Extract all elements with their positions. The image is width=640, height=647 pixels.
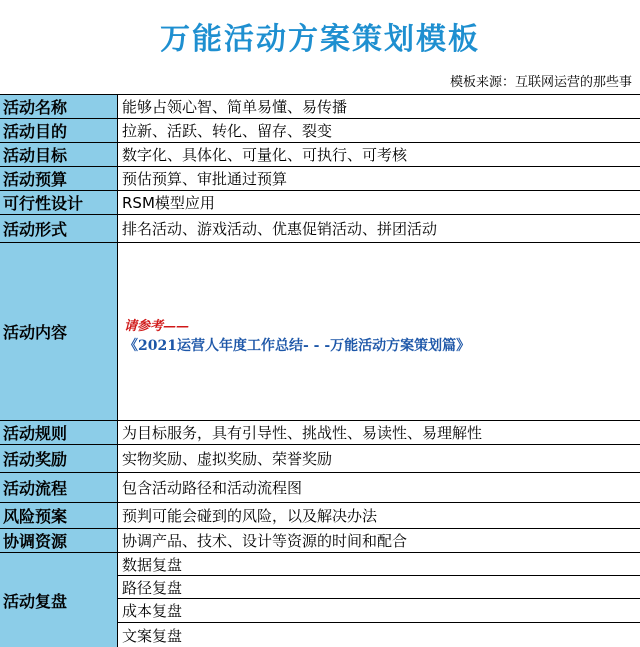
row-label: 活动奖励 (0, 445, 118, 472)
row-value: 包含活动路径和活动流程图 (122, 479, 303, 497)
table-row-format (0, 215, 640, 243)
table-row-content (0, 243, 640, 421)
table-row-risk (0, 503, 640, 529)
row-value: 拉新、活跃、转化、留存、裂变 (122, 122, 333, 140)
table-row-feasibility (0, 191, 640, 215)
plan-table (0, 94, 640, 645)
row-label: 风险预案 (0, 503, 118, 528)
row-label: 活动流程 (0, 473, 118, 502)
table-row-resources (0, 529, 640, 553)
row-label: 活动名称 (0, 95, 118, 118)
row-value: 数字化、具体化、可量化、可执行、可考核 (122, 146, 408, 164)
review-item: 路径复盘 (118, 576, 640, 599)
table-row-process (0, 473, 640, 503)
row-label: 活动目标 (0, 143, 118, 166)
row-value: 为目标服务，具有引导性、挑战性、易读性、易理解性 (122, 424, 483, 442)
row-value: RSM模型应用 (122, 194, 215, 212)
row-label: 活动规则 (0, 421, 118, 444)
review-item: 数据复盘 (118, 553, 640, 576)
table-row-budget (0, 167, 640, 191)
table-row-name (0, 95, 640, 119)
row-label: 活动预算 (0, 167, 118, 190)
row-value: 排名活动、游戏活动、优惠促销活动、拼团活动 (122, 220, 438, 238)
table-row-purpose (0, 119, 640, 143)
table-row-rules (0, 421, 640, 445)
page-title: 万能活动方案策划模板 (160, 22, 480, 57)
table-row-goal (0, 143, 640, 167)
table-row-review (0, 553, 640, 647)
row-value: 预估预算、审批通过预算 (122, 170, 288, 188)
review-item: 文案复盘 (122, 626, 183, 645)
row-label: 活动内容 (0, 243, 118, 420)
reference-article-title: 《2021运营人年度工作总结- - -万能活动方案策划篇》 (124, 338, 471, 354)
row-value: 预判可能会碰到的风险，以及解决办法 (122, 507, 378, 525)
reference-note: 请参考—— (124, 319, 190, 334)
row-value: 实物奖励、虚拟奖励、荣誉奖励 (122, 450, 333, 468)
row-value: 协调产品、技术、设计等资源的时间和配合 (122, 532, 408, 550)
row-label: 活动形式 (0, 215, 118, 242)
row-label: 可行性设计 (0, 191, 118, 214)
row-value: 能够占领心智、简单易懂、易传播 (122, 98, 348, 116)
row-label: 活动复盘 (0, 553, 118, 647)
template-source: 模板来源：互联网运营的那些事 (449, 75, 632, 90)
table-row-rewards (0, 445, 640, 473)
row-label: 协调资源 (0, 529, 118, 552)
row-label: 活动目的 (0, 119, 118, 142)
review-item: 成本复盘 (118, 599, 640, 623)
